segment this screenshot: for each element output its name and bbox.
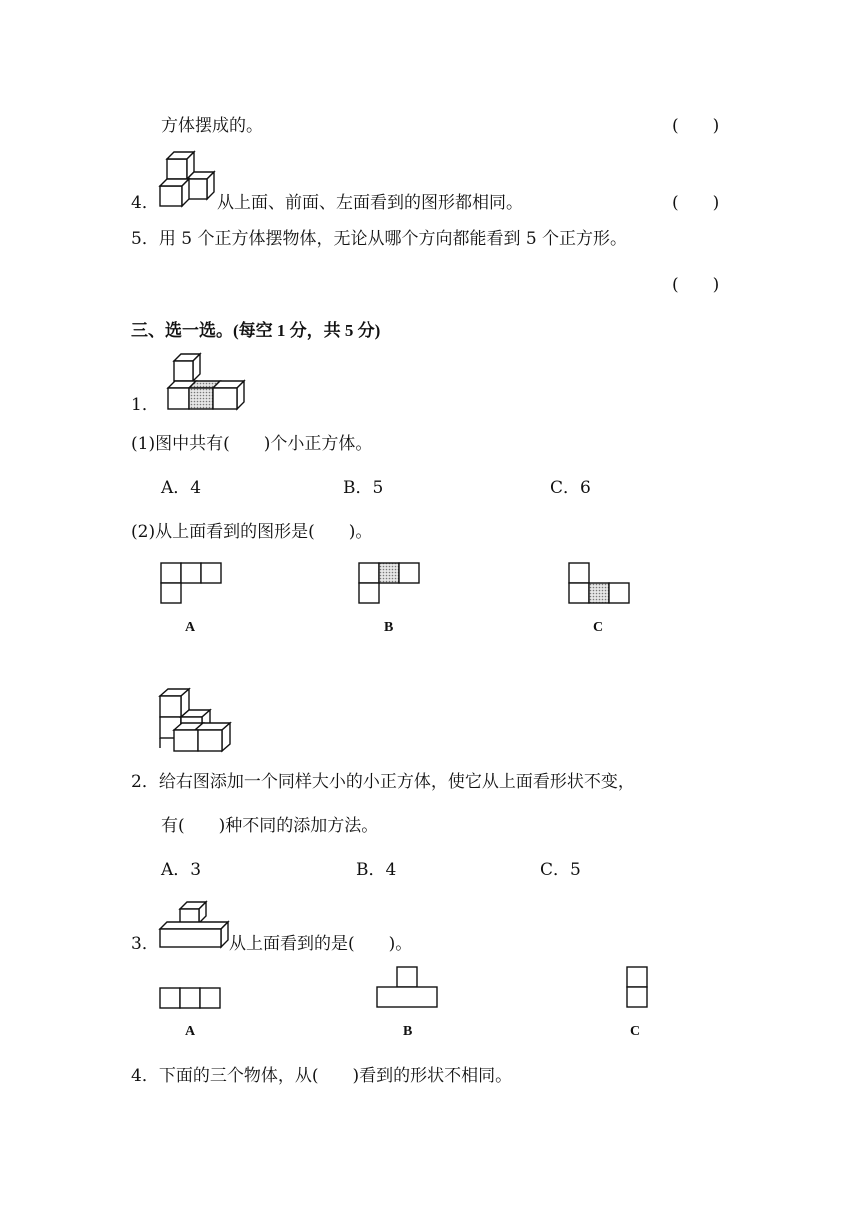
section-three-title: 三、选一选。(每空 1 分，共 5 分) <box>131 321 381 340</box>
s3-q2-cube-figure <box>158 688 234 756</box>
s3-q2-option-b[interactable]: B．4 <box>356 860 397 880</box>
q3-continued-text: 方体摆成的。 <box>161 116 263 136</box>
s3-q1-option-c[interactable]: C．6 <box>550 478 591 498</box>
q4-cube-figure <box>158 152 218 210</box>
q5-text: 5．用 5 个正方体摆物体，无论从哪个方向都能看到 5 个正方形。 <box>131 229 628 249</box>
s3-q3-view-c-label: C <box>630 1024 641 1039</box>
s3-q3-view-a[interactable] <box>159 987 223 1010</box>
s3-q2-line2: 有( )种不同的添加方法。 <box>161 816 379 836</box>
s3-q3-number: 3． <box>131 934 159 954</box>
q4-text: 从上面、前面、左面看到的图形都相同。 <box>217 193 523 213</box>
s3-q2-line1: 2．给右图添加一个同样大小的小正方体，使它从上面看形状不变， <box>131 772 635 792</box>
q3-answer-paren[interactable]: ( ) <box>672 116 720 136</box>
s3-q1-view-a-label: A <box>185 620 196 635</box>
q4-answer-paren[interactable]: ( ) <box>672 193 720 213</box>
s3-q1-sub2: (2)从上面看到的图形是( )。 <box>131 522 373 542</box>
q4-number: 4． <box>131 193 159 213</box>
s3-q3-view-b[interactable] <box>376 966 440 1010</box>
s3-q3-view-c[interactable] <box>626 966 650 1010</box>
s3-q1-option-b[interactable]: B．5 <box>343 478 384 498</box>
s3-q1-view-b[interactable] <box>358 562 422 604</box>
s3-q1-sub1: (1)图中共有( )个小正方体。 <box>131 434 373 454</box>
s3-q1-view-c-label: C <box>593 620 604 635</box>
q5-answer-paren[interactable]: ( ) <box>672 275 720 295</box>
s3-q1-cube-figure <box>166 352 250 412</box>
s3-q1-view-a[interactable] <box>160 562 224 604</box>
s3-q1-number: 1． <box>131 395 159 415</box>
s3-q3-text: 从上面看到的是( )。 <box>229 934 413 954</box>
s3-q3-cube-figure <box>158 898 230 950</box>
s3-q4-text: 4．下面的三个物体，从( )看到的形状不相同。 <box>131 1066 513 1086</box>
s3-q3-view-a-label: A <box>185 1024 196 1039</box>
s3-q3-view-b-label: B <box>403 1024 413 1039</box>
s3-q1-option-a[interactable]: A．4 <box>161 478 202 498</box>
s3-q2-option-a[interactable]: A．3 <box>161 860 202 880</box>
s3-q2-option-c[interactable]: C．5 <box>540 860 581 880</box>
s3-q1-view-b-label: B <box>384 620 394 635</box>
s3-q1-view-c[interactable] <box>568 562 632 604</box>
